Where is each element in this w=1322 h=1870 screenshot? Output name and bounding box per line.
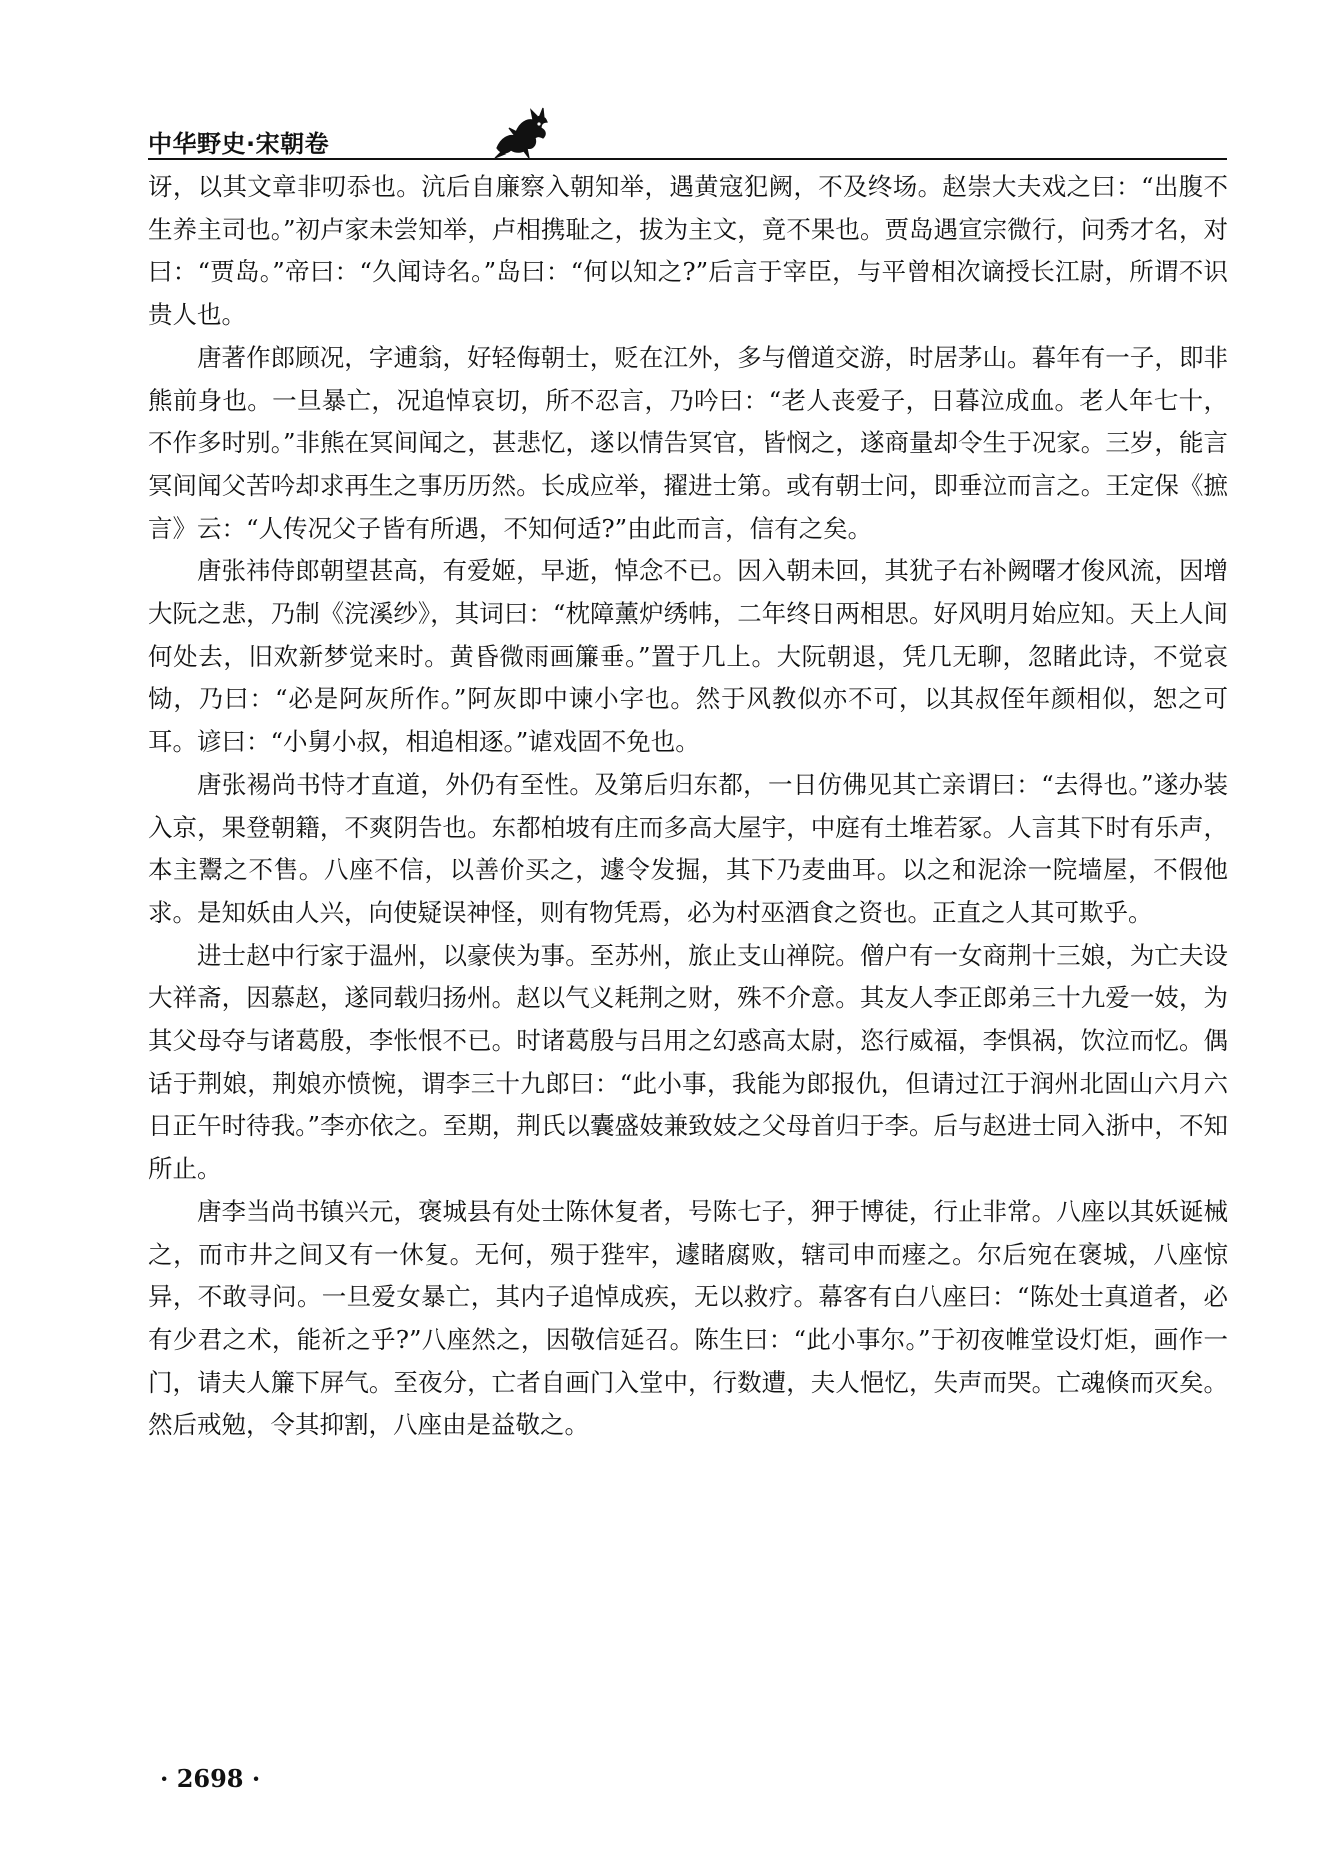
body-text xyxy=(148,166,1228,1447)
paragraph-1: 讶，以其文章非叨忝也。沆后自廉察入朝知举，遇黄寇犯阙，不及终场。赵崇大夫戏之曰：“出腹不生养主司也。”初卢家未尝知举，卢相携耻之，拔为主文，竟不果也。贾岛遇宣宗微行，问秀才名，对曰：“贾岛。”帝曰：“久闻诗名。”岛曰：“何以知之?”后言于宰臣，与平曾相次谪授长江尉，所谓不识贵人也。 xyxy=(148,172,1228,330)
book-title: 中华野史·宋朝卷 xyxy=(148,130,330,158)
paragraph-2: 唐著作郎顾况，字逋翁，好轻侮朝士，贬在江外，多与僧道交游，时居茅山。暮年有一子，即非熊前身也。一旦暴亡，况追悼哀切，所不忍言，乃吟曰：“老人丧爱子，日暮泣成血。老人年七十，不作多时别。”非熊在冥间闻之，甚悲忆，遂以情告冥官，皆悯之，遂商量却令生于况家。三岁，能言冥间闻父苦吟却求再生之事历历然。长成应举，擢进士第。或有朝士问，即垂泣而言之。王定保《摭言》云：“人传况父子皆有所遇，不知何适?”由此而言，信有之矣。 xyxy=(148,342,1228,543)
paragraph-4: 唐张裼尚书恃才直道，外仍有至性。及第后归东都，一日仿佛见其亡亲谓曰：“去得也。”遂办装入京，果登朝籍，不爽阴告也。东都柏坡有庄而多高大屋宇，中庭有土堆若冢。人言其下时有乐声，本主鬻之不售。八座不信，以善价买之，遽令发掘，其下乃麦曲耳。以之和泥涂一院墙屋，不假他求。是知妖由人兴，向使疑误神怪，则有物凭焉，必为村巫酒食之资也。正直之人其可欺乎。 xyxy=(148,769,1228,927)
paragraph-5: 进士赵中行家于温州，以豪侠为事。至苏州，旅止支山禅院。僧户有一女商荆十三娘，为亡夫设大祥斋，因慕赵，遂同载归扬州。赵以气义耗荆之财，殊不介意。其友人李正郎弟三十九爱一妓，为其父母夺与诸葛殷，李怅恨不已。时诸葛殷与吕用之幻惑高太尉，恣行威福，李惧祸，饮泣而忆。偶话于荆娘，荆娘亦愤惋，谓李三十九郎曰：“此小事，我能为郎报仇，但请过江于润州北固山六月六日正午时待我。”李亦依之。至期，荆氏以囊盛妓兼致妓之父母首归于李。后与赵进士同入浙中，不知所止。 xyxy=(148,940,1228,1184)
page-number: · 2698 · xyxy=(160,1764,261,1793)
running-header xyxy=(112,118,1227,160)
paragraph-6: 唐李当尚书镇兴元，褒城县有处士陈休复者，号陈七子，狎于博徒，行止非常。八座以其妖诞械之，而市井之间又有一休复。无何，殒于狴牢，遽睹腐败，辖司申而瘗之。尔后宛在褒城，八座惊异，不敢寻问。一旦爱女暴亡，其内子追悼成疾，无以救疗。幕客有白八座曰：“陈处士真道者，必有少君之术，能祈之乎?”八座然之，因敬信延召。陈生曰：“此小事尔。”于初夜帷堂设灯炬，画作一门，请夫人簾下屏气。至夜分，亡者自画门入堂中，行数遭，夫人悒忆，失声而哭。亡魂倏而灭矣。然后戒勉，令其抑割，八座由是益敬之。 xyxy=(148,1196,1228,1440)
header-rule xyxy=(148,158,1227,160)
dragon-emblem-icon xyxy=(487,104,555,160)
paragraph-3: 唐张祎侍郎朝望甚高，有爱姬，早逝，悼念不已。因入朝未回，其犹子右补阙曙才俊风流，因增大阮之悲，乃制《浣溪纱》，其词曰：“枕障薰炉绣帏，二年终日两相思。好风明月始应知。天上人间何处去，旧欢新梦觉来时。黄昏微雨画簾垂。”置于几上。大阮朝退，凭几无聊，忽睹此诗，不觉哀恸，乃曰：“必是阿灰所作。”阿灰即中谏小字也。然于风教似亦不可，以其叔侄年颜相似，恕之可耳。谚曰：“小舅小叔，相追相逐。”谑戏固不免也。 xyxy=(148,556,1228,757)
